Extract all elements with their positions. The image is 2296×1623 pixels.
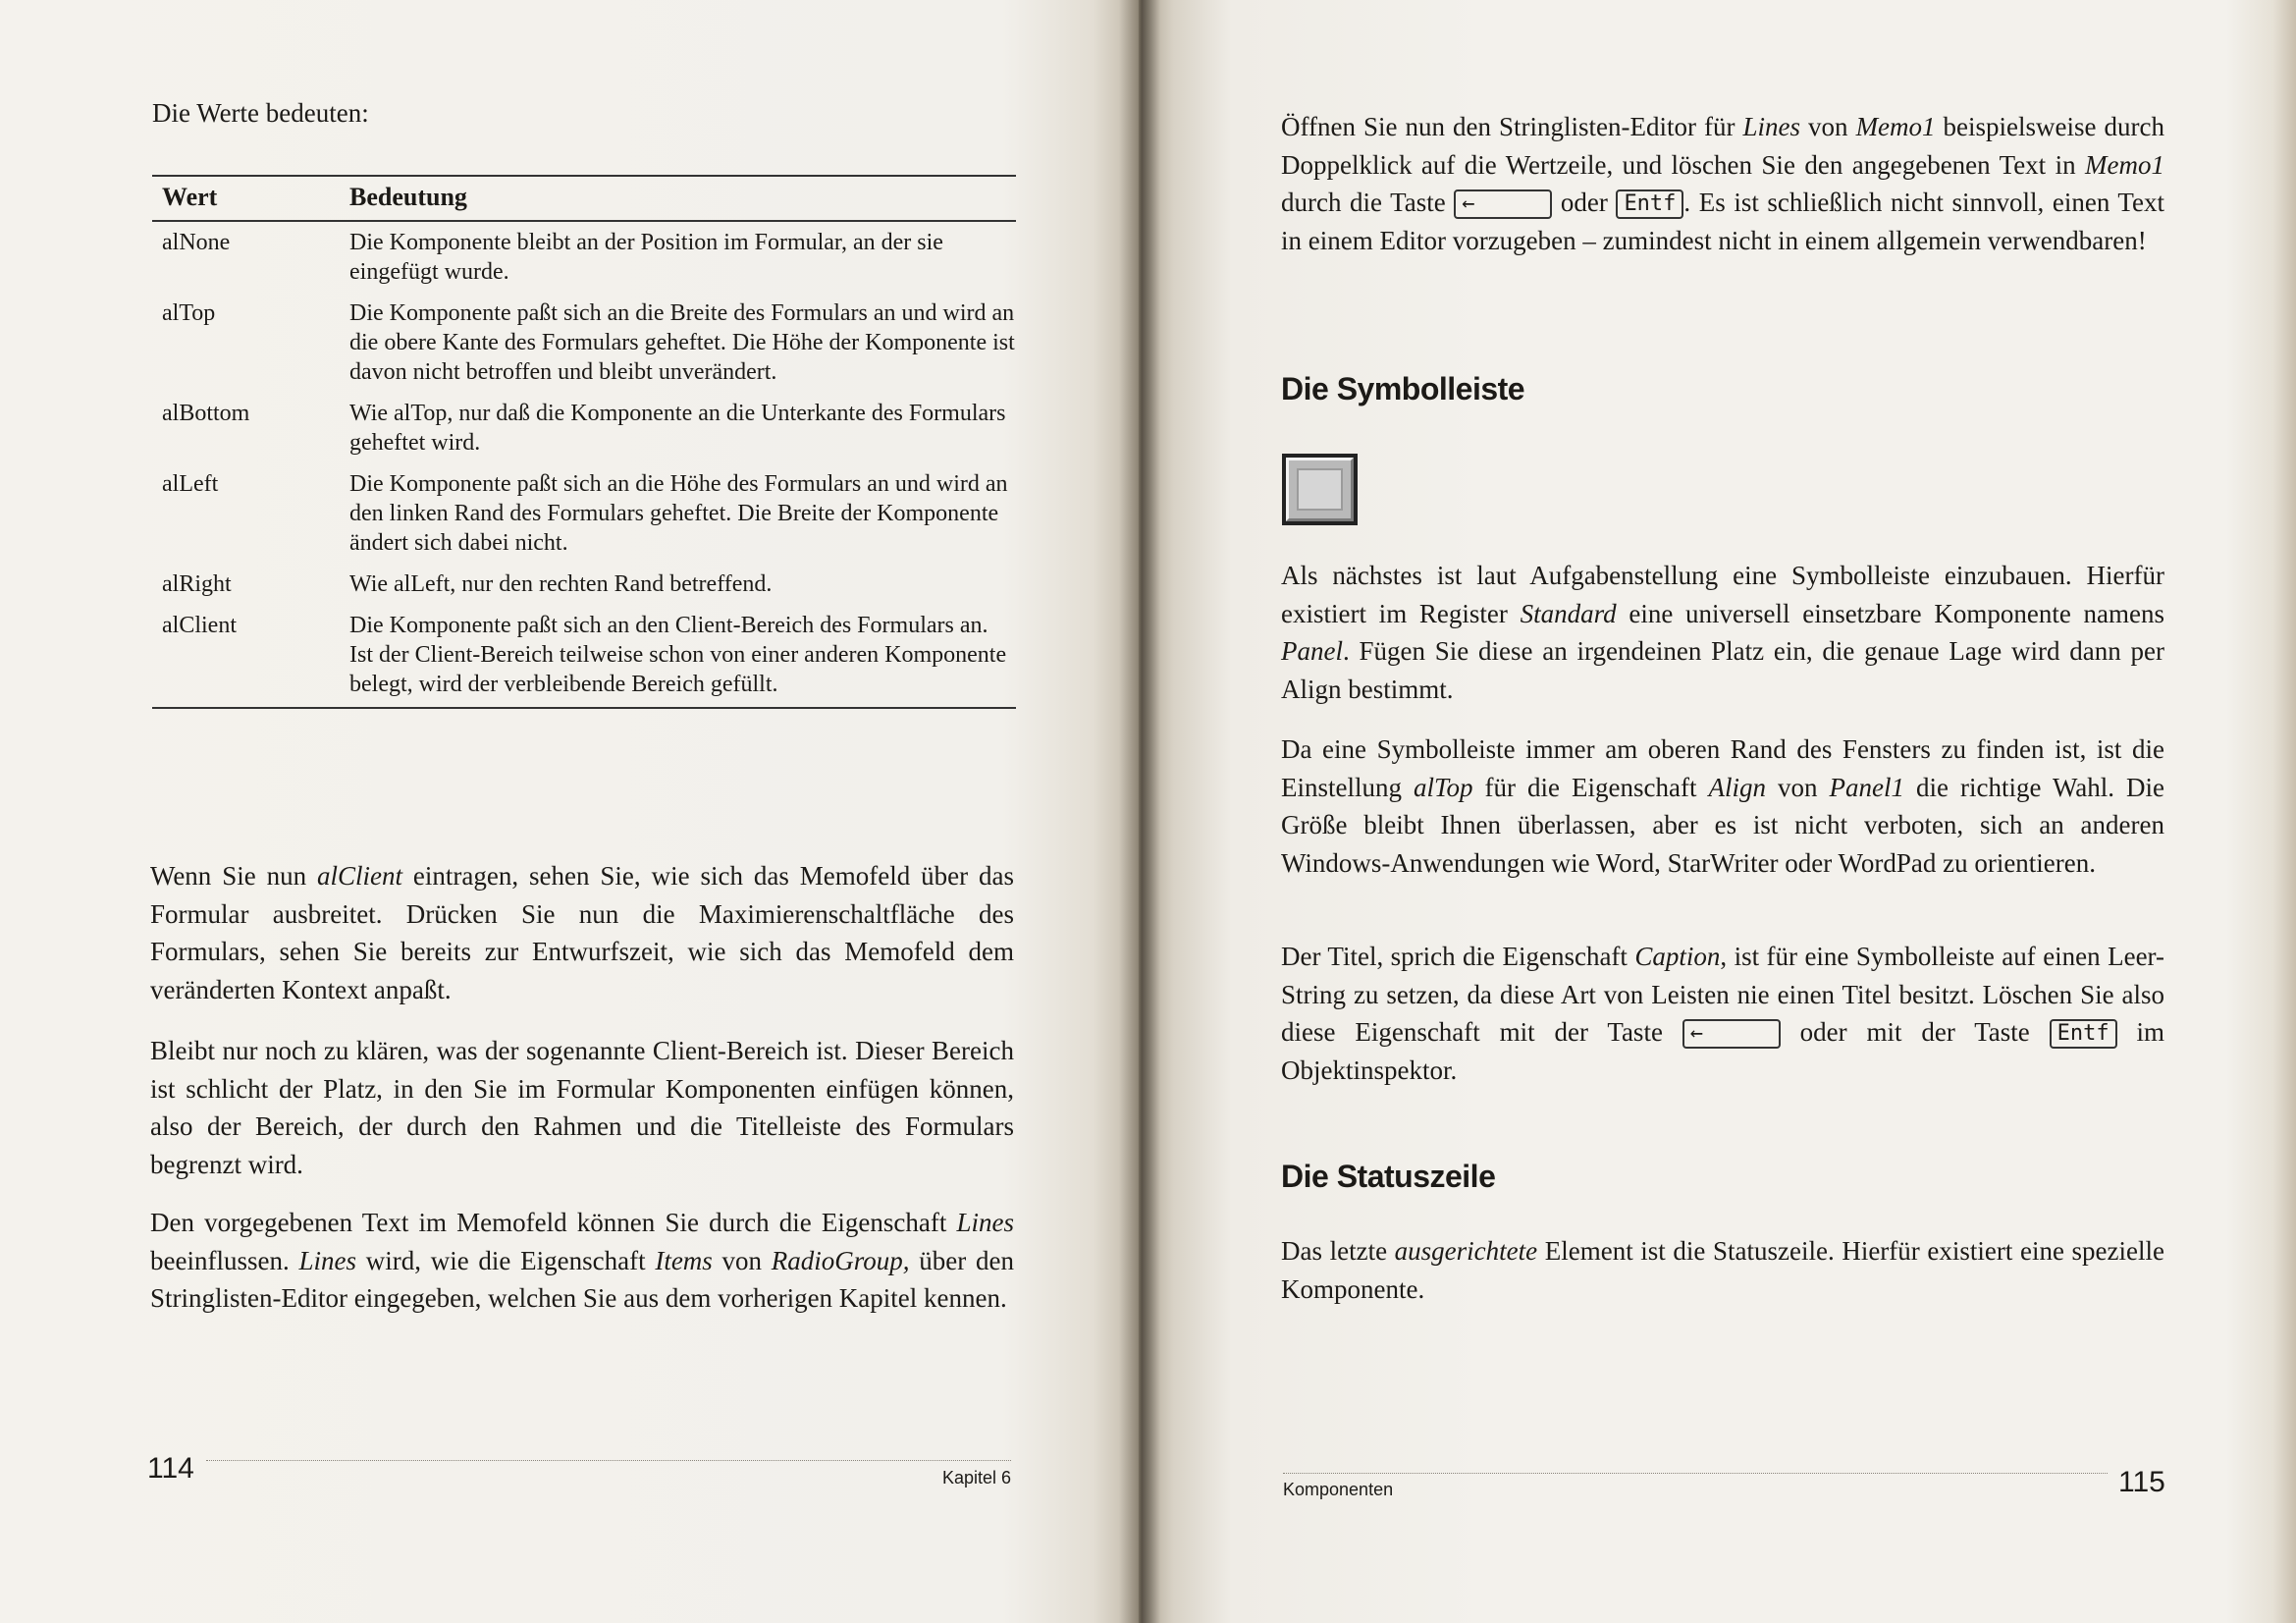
delete-key: Entf [2050, 1019, 2117, 1049]
table-cell-value: alTop [162, 300, 216, 326]
italic-run: Lines [298, 1245, 356, 1275]
italic-run: Memo1 [1855, 112, 1936, 141]
right-paragraph-2 [1281, 557, 2164, 708]
backspace-key: ← [1454, 189, 1552, 219]
table-cell-meaning: Die Komponente bleibt an der Position im Formular, an der sie eingefügt wurde. [349, 230, 943, 285]
text-run: durch die Taste [1281, 188, 1455, 217]
italic-run: Standard [1520, 598, 1617, 628]
panel-icon-frame [1286, 458, 1354, 521]
right-footer-rule [1283, 1473, 2108, 1474]
left-paragraph-1 [150, 857, 1014, 1008]
right-paragraph-1 [1281, 108, 2164, 259]
table-cell-value: alBottom [162, 401, 250, 426]
text-run: Öffnen Sie nun den Stringlisten-Editor für [1281, 112, 1743, 141]
table-row [152, 605, 1016, 708]
text-run: beeinflussen. [150, 1245, 299, 1275]
table-cell-meaning: Wie alLeft, nur den rechten Rand betreffend. [349, 571, 773, 597]
right-page-number: 115 [2118, 1466, 2165, 1498]
panel-component-icon [1282, 454, 1358, 525]
table-header-row [152, 176, 1016, 221]
italic-run: Panel [1281, 636, 1343, 666]
italic-run: Align [1708, 772, 1766, 802]
italic-run: Lines [956, 1208, 1014, 1237]
italic-run: Caption [1634, 942, 1721, 971]
text-run: die richtige Wahl. Die Größe bleibt Ihnen überlassen, aber es ist nicht verboten, sich an anderen Windows-Anwendungen wie Word, StarWriter oder WordPad zu orientieren. [1281, 772, 2164, 878]
table-intro: Die Werte bedeuten: [152, 98, 369, 128]
text-run: Der Titel, sprich die Eigenschaft [1281, 942, 1635, 971]
text-run: eintragen, sehen Sie, wie sich das Memofeld über das Formular ausbreitet. Drücken Sie nun die Maximierenschaltfläche des Formulars, sehen Sie bereits zur Entwurfszeit, wie sich das Memofeld dem veränderten Kontext anpaßt. [150, 861, 1015, 1004]
text-run: , ist für eine Symbolleiste auf einen Leer-String zu setzen, da diese Art von Leisten nie einen Titel besitzt. Löschen Sie also diese Eigenschaft mit der Taste [1281, 942, 2165, 1047]
text-run: Als nächstes ist laut Aufgabenstellung eine Symbolleiste einzubauen. Hierfür existiert im Register [1281, 561, 2164, 628]
italic-run: Panel1 [1829, 772, 1904, 802]
table-row [152, 293, 1016, 393]
text-run: im Objektinspektor. [1281, 1017, 2164, 1085]
table-cell-value: alClient [152, 605, 340, 708]
right-paragraph-5 [1281, 1232, 2164, 1308]
table-cell-meaning: Die Komponente paßt sich an den Client-Bereich des Formulars an. Ist der Client-Bereich teilweise schon von einer anderen Komponente belegt, wird der verbleibende Bereich gefüllt. [340, 605, 1016, 708]
table-cell-value: alLeft [162, 471, 219, 497]
table-cell-meaning: Die Komponente paßt sich an die Höhe des Formulars an und wird an den linken Rand des Formulars geheftet. Die Breite der Komponente ändert sich dabei nicht. [349, 471, 1008, 556]
text-run: oder mit der Taste [1780, 1017, 2050, 1047]
text-run: Das letzte [1281, 1236, 1395, 1266]
backspace-key: ← [1682, 1019, 1781, 1049]
left-paragraph-3 [150, 1204, 1014, 1318]
left-page-number: 114 [147, 1452, 194, 1485]
italic-run: Lines [1742, 112, 1801, 141]
italic-run: RadioGroup, [771, 1245, 910, 1275]
text-run: von [1765, 772, 1830, 802]
align-values-table [152, 175, 1016, 709]
text-run: Element ist die Statuszeile. Hierfür existiert eine spezielle Komponente. [1281, 1236, 2164, 1304]
table-row [152, 463, 1016, 564]
book-gutter [1119, 0, 1160, 1623]
heading-symbolleiste: Die Symbolleiste [1281, 371, 1525, 406]
heading-statuszeile: Die Statuszeile [1281, 1159, 1496, 1194]
italic-run: Items [655, 1245, 713, 1275]
table-row [152, 393, 1016, 463]
text-run: oder [1552, 188, 1617, 217]
delete-key: Entf [1616, 189, 1683, 219]
table-header-bedeutung: Bedeutung [340, 176, 1016, 221]
table-cell-meaning: Die Komponente paßt sich an die Breite des Formulars an und wird an die obere Kante des Formulars geheftet. Die Höhe der Komponente ist davon nicht betroffen und bleibt unverändert. [349, 300, 1015, 385]
right-paragraph-3 [1281, 730, 2164, 882]
left-footer-rule [206, 1460, 1011, 1461]
text-run: von [712, 1245, 772, 1275]
left-paragraph-2: Bleibt nur noch zu klären, was der sogenannte Client-Bereich ist. Dieser Bereich ist schlicht der Platz, in den Sie im Formular Komponenten einfügen können, also der Bereich, der durch den Rahmen und die Titelleiste des Formulars begrenzt wird. [150, 1036, 1014, 1179]
text-run: beispielsweise durch Doppelklick auf die Wertzeile, und löschen Sie den angegebenen Text in [1281, 112, 2165, 180]
text-run: über den Stringlisten-Editor eingegeben, welchen Sie aus dem vorherigen Kapitel kennen. [150, 1245, 1014, 1313]
text-run: wird, wie die Eigenschaft [355, 1245, 656, 1275]
text-run: Den vorgegebenen Text im Memofeld können Sie durch die Eigenschaft [150, 1208, 957, 1237]
italic-run: alTop [1414, 772, 1473, 802]
right-paragraph-4 [1281, 938, 2164, 1089]
table-cell-meaning: Wie alTop, nur daß die Komponente an die Unterkante des Formulars geheftet wird. [349, 401, 1006, 456]
italic-run: alClient [317, 861, 403, 891]
text-run: von [1800, 112, 1856, 141]
text-run: . Fügen Sie diese an irgendeinen Platz ein, die genaue Lage wird dann per Align bestimmt. [1281, 636, 2164, 704]
italic-run: ausgerichtete [1394, 1236, 1538, 1266]
text-run: . Es ist schließlich nicht sinnvoll, einen Text in einem Editor vorzugeben – zumindest nicht in einem allgemein verwendbaren! [1281, 188, 2164, 255]
text-run: eine universell einsetzbare Komponente namens [1616, 598, 2165, 628]
table-cell-value: alNone [162, 230, 231, 255]
italic-run: Memo1 [2085, 149, 2164, 180]
table-header-wert: Wert [152, 176, 340, 221]
right-running-footer: Komponenten [1283, 1480, 1394, 1499]
text-run: Da eine Symbolleiste immer am oberen Rand des Fensters zu finden ist, ist die Einstellung [1281, 734, 2164, 802]
table-row [152, 564, 1016, 605]
panel-icon-inner [1297, 468, 1343, 511]
table-cell-value: alRight [162, 571, 232, 597]
table-row [152, 221, 1016, 293]
text-run: für die Eigenschaft [1472, 772, 1709, 802]
left-running-footer: Kapitel 6 [942, 1468, 1012, 1488]
text-run: Wenn Sie nun [150, 861, 318, 891]
